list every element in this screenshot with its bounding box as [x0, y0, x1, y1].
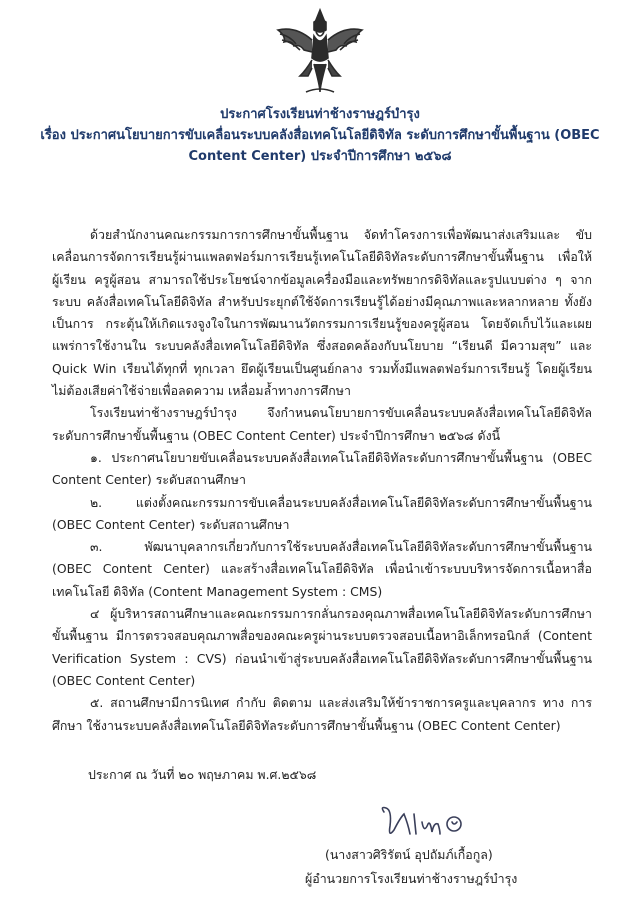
policy-item: ๓. พัฒนาบุคลากรเกี่ยวกับการใช้ระบบคลังสื่อเทคโนโลยีดิจิทัลระดับการศึกษาขั้นพื้นฐาน (OBEC Content Center) และสร้างสื่อเทคโนโลยีดิจิทัล เพื่อนำเข้าระบบบริหารจัดการเนื้อหาสื่อเทคโนโลยี ดิจิทัล (Content Management System : CMS): [52, 539, 592, 599]
signer-name: (นางสาวศิริรัตน์ อุปถัมภ์เกื้อกูล): [325, 847, 493, 862]
policy-item: ๕. สถานศึกษามีการนิเทศ กำกับ ติดตาม และส่งเสริมให้ข้าราชการครูและบุคลากร ทาง การศึกษา ใช้งานระบบคลังสื่อเทคโนโลยีดิจิทัลระดับการศึกษาขั้นพื้นฐาน (OBEC Content Center): [52, 695, 592, 733]
policy-item: ๑. ประกาศนโยบายขับเคลื่อนระบบคลังสื่อเทคโนโลยีดิจิทัลระดับการศึกษาขั้นพื้นฐาน (OBEC Content Center) ระดับสถานศึกษา: [52, 449, 592, 488]
decision-paragraph: โรงเรียนท่าช้างราษฎร์บำรุง จึงกำหนดนโยบายการขับเคลื่อนระบบคลังสื่อเทคโนโลยีดิจิทัลระดับการศึกษาขั้นพื้นฐาน (OBEC Content Center) ประจำปีการศึกษา ๒๕๖๘ ดังนี้: [52, 405, 592, 443]
policy-item: ๒. แต่งตั้งคณะกรรมการขับเคลื่อนระบบคลังสื่อเทคโนโลยีดิจิทัลระดับการศึกษาขั้นพื้นฐาน (OBEC Content Center) ระดับสถานศึกษา: [52, 494, 592, 532]
school-announcement-title: ประกาศโรงเรียนท่าช้างราษฎร์บำรุง: [220, 107, 420, 122]
document-body: [52, 224, 592, 737]
signer-position: ผู้อำนวยการโรงเรียนท่าช้างราษฎร์บำรุง: [305, 871, 518, 886]
signature-image: [370, 800, 490, 848]
garuda-emblem: [270, 6, 370, 98]
title-block: [40, 104, 600, 167]
policy-item: ๔ ผู้บริหารสถานศึกษาและคณะกรรมการกลั่นกรองคุณภาพสื่อเทคโนโลยีดิจิทัลระดับการศึกษา ขั้นพื้นฐาน มีการตรวจสอบคุณภาพสื่อของคณะครูผ่านระบบตรวจสอบเนื้อหาอิเล็กทรอนิกส์ (Content Verification System : CVS) ก่อนนำเข้าสู่ระบบคลังสื่อเทคโนโลยีดิจิทัลระดับการศึกษาขั้นพื้นฐาน (OBEC Content Center): [52, 606, 592, 688]
intro-paragraph: ด้วยสำนักงานคณะกรรมการการศึกษาขั้นพื้นฐาน จัดทำโครงการเพื่อพัฒนาส่งเสริมและ ขับเคลื่อนการจัดการเรียนรู้ผ่านแพลตฟอร์มการเรียนรู้เทคโนโลยีดิจิทัลระดับการศึกษาขั้นพื้นฐาน เพื่อให้ ผู้เรียน ครูผู้สอน สามารถใช้ประโยชน์จากข้อมูลเครื่องมือและทรัพยากรดิจิทัลและรูปแบบต่าง ๆ จากระบบ คลังสื่อเทคโนโลยีดิจิทัล สำหรับประยุกต์ใช้จัดการเรียนรู้ได้อย่างมีคุณภาพและหลากหลาย ทั้งยังเป็นการ กระตุ้นให้เกิดแรงจูงใจในการพัฒนานวัตกรรมการเรียนรู้ของครูผู้สอน โดยจัดเก็บไว้และเผยแพร่การใช้งานใน ระบบคลังสื่อเทคโนโลยีดิจิทัล ซึ่งสอดคล้องกับนโยบาย “เรียนดี มีความสุข” และ Quick Win เรียนได้ทุกที่ ทุกเวลา ยึดผู้เรียนเป็นศูนย์กลาง รวมทั้งมีแพลตฟอร์มการเรียนรู้ โดยผู้เรียนไม่ต้องเสียค่าใช้จ่ายเพื่อลดความ เหลื่อมล้ำทางการศึกษา: [52, 227, 592, 399]
subject-line-1: เรื่อง ประกาศนโยบายการขับเคลื่อนระบบคลังสื่อเทคโนโลยีดิจิทัล ระดับการศึกษาขั้นพื้นฐาน (OBEC: [40, 128, 600, 143]
announcement-date: ประกาศ ณ วันที่ ๒๐ พฤษภาคม พ.ศ.๒๕๖๘: [88, 767, 317, 782]
subject-line-2: Content Center) ประจำปีการศึกษา ๒๕๖๘: [188, 149, 452, 164]
